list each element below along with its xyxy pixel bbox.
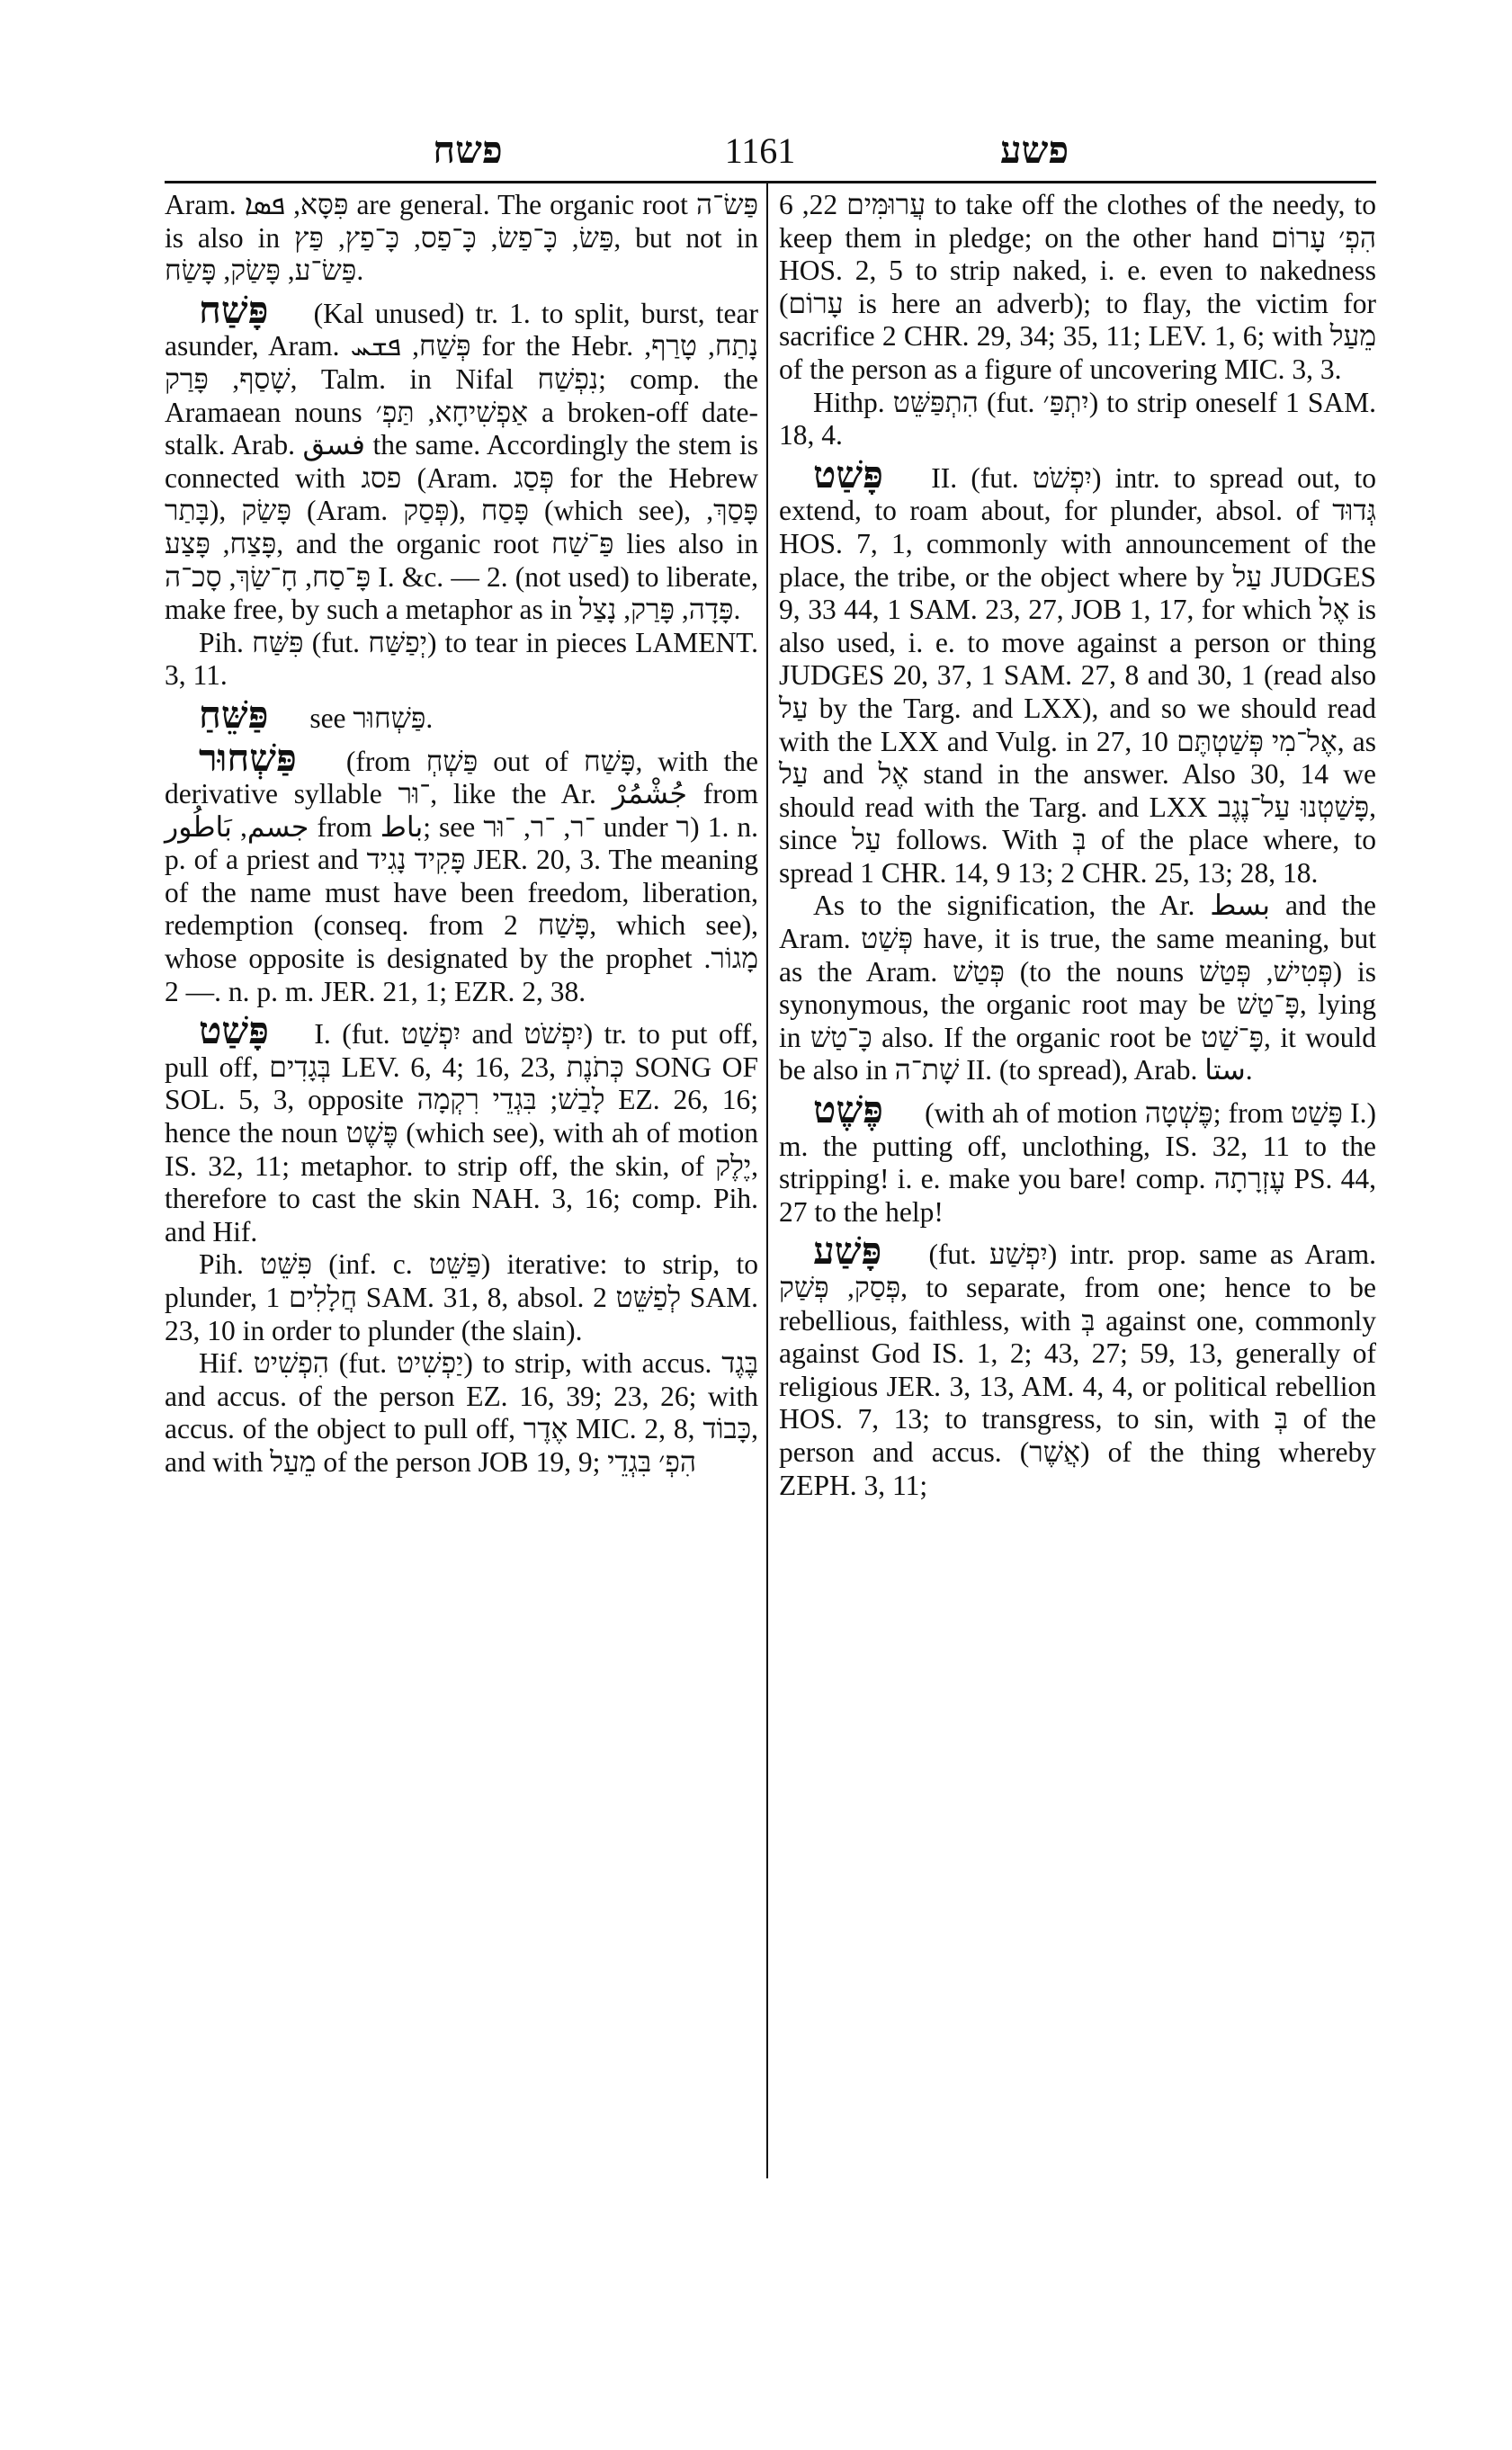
running-head-right-guide-word: פשע xyxy=(999,130,1069,172)
entry-subsection xyxy=(779,387,1376,452)
entry-text: As to the signification, the Ar. بسط and the Aram. פְּשַׁט have, it is true, the same meaning, but as the Aram. פְּטַשׁ (to the nouns פְּטִישׁ, פְּטַשׁ) is synonymous, the organic root may be פָּ־טַשׁ, lying in כָּ־טַשׁ also. If the organic root be פָּ־שַׁט, it would be also in שָׁת־ה II. (to spread), Arab. ستا. xyxy=(779,890,1376,1086)
header-rule xyxy=(165,181,1376,183)
headword: פַּשְׁחוּר xyxy=(199,738,297,780)
entry-text: see פַּשְׁחוּר. xyxy=(309,702,434,734)
entry-subsection xyxy=(165,627,758,693)
entry-continuation xyxy=(779,189,1376,387)
entry-subsection xyxy=(165,1347,758,1479)
headword: פָּשַׁט xyxy=(199,1011,269,1053)
entry-subsection xyxy=(779,890,1376,1087)
entry-text: Pih. פִּשֵּׁט (inf. c. פַּשֵּׁט) iterative: to strip, to plunder, חֲלָלִים 1 SAM. 31, 8, absol. לְפַשֵּׁט 2 SAM. 23, 10 in order to plunder (the slain). xyxy=(165,1248,758,1346)
page-number: 1161 xyxy=(724,130,796,171)
headword: פָּשַׁח xyxy=(199,290,269,332)
entry-text: (Kal unused) tr. 1. to split, burst, tear asunder, Aram. פְּשַׁח, ܦܫܚ for the Hebr. נָתַח, טָרַף, שָׁסַף, פָּרַק, Talm. in Nifal נִפְשַׁח; comp. the Aramaean nouns אַפְשִׁיחָא, תַּפְ׳ a broken-off date-stalk. Arab. فسق the same. Accordingly the stem is connected with פסג (Aram. פְּסַג for the Hebrew בָּתַר), פָּשַׂק (Aram. פְּסַק), פָּסַח (which see), פָּסַךְ, פָּצַח, פָּצַע, and the organic root פַּ־שַׁח lies also in פָּ־סַח, חָ־שַׂךְ, סָכ־ה I. &c. — 2. (not used) to liberate, make free, by such a metaphor as in פָּדָה, פָּרַק, נָצַל. xyxy=(165,297,759,626)
entry-text: עֲרוּמִּים 22, 6 to take off the clothes of the needy, to keep them in pledge; on the other hand הִפְ׳ עָרוֹם HOS. 2, 5 to strip naked, i. e. even to nakedness (עָרוֹם is here an adverb); to flay, the victim for sacrifice 2 CHR. 29, 34; 35, 11; LEV. 1, 6; with מֵעַל of the person as a figure of uncovering MIC. 3, 3. xyxy=(779,189,1376,385)
entry-text: (from פַּשְׁחְ out of פָּשַׁח, with the derivative syllable ־וּר, like the Ar. جُشْمُرْ from جسم, بَاطُور from باط; see ־ר, ־ר, ־וּר under ר) 1. n. p. of a priest and פָּקִיד נָגִיד JER. 20, 3. The meaning of the name must have been freedom, liberation, redemption (conseq. from פָּשַׁח 2, which see), whose opposite is designated by the prophet מָגוֹר. — 2. n. p. m. JER. 21, 1; EZR. 2, 38. xyxy=(165,745,759,1007)
entry-text: (with ah of motion פֶּשְׁטָה; from פָּשַׁט I.) m. the putting off, unclothing, IS. 32, 11 to the stripping! i. e. make you bare! comp. עֶזְרָתָה PS. 44, 27 to the help! xyxy=(779,1097,1377,1228)
left-column xyxy=(165,189,758,1480)
dictionary-entry xyxy=(779,454,1377,890)
entry-text: II. (fut. יִפְשֹׁט) intr. to spread out, to extend, to roam about, for plunder, absol. of גְּדוּד HOS. 7, 1, commonly with announcement of the place, the tribe, or the object where by עַל JUDGES 9, 33 44, 1 SAM. 23, 27, JOB 1, 17, for which אֶל is also used, i. e. to move against a person or thing JUDGES 20, 37, 1 SAM. 27, 8 and 30, 1 (read also עַל by the Targ. and LXX), and so we should read with the LXX and Vulg. in 27, 10 אֶל־מִי פְּשַׁטְתֶּם, as עַל and אֶל stand in the answer. Also 30, 14 we should read with the Targ. and LXX פָּשַׁטְנוּ עַל־נֶגֶב, since עַל follows. With בְּ of the place where, to spread 1 CHR. 14, 9 13; 2 CHR. 25, 13; 28, 18. xyxy=(779,461,1377,889)
dictionary-entry xyxy=(779,1231,1377,1502)
entry-text: Hif. הִפְשִׁיט (fut. יַפְשִׁיט) to strip, with accus. בֶּגֶד and accus. of the person EZ. 16, 39; 23, 26; with accus. of the object to pull off, אֶדֶר MIC. 2, 8, כָּבוֹד, and with מֵעַל of the person JOB 19, 9; הִפְ׳ בִּגְדֵי xyxy=(165,1347,758,1478)
dictionary-entry xyxy=(165,1011,758,1248)
entry-continuation xyxy=(165,189,758,288)
dictionary-entry xyxy=(165,738,759,1009)
entry-text: Aram. פִּסָּא, ܦܣܐ are general. The organic root פַּשׂ־ה is also in פַּשׂ, כָּ־פַשׂ, כָּ־פַס, כָּ־פַץ, פַּץ, but not in פַּשׂ־ע, פָּשַׂק, פָּשַׂח. xyxy=(165,189,758,287)
right-column xyxy=(779,189,1376,1502)
entry-text: Hithp. הִתְפַּשֵּׁט (fut. יִתְפַּ׳) to strip oneself 1 SAM. 18, 4. xyxy=(779,386,1376,452)
dictionary-entry xyxy=(779,1090,1377,1229)
column-divider xyxy=(766,183,768,2178)
entry-text: Pih. פִּשַּׁח (fut. יְפַשַּׁח) to tear in pieces LAMENT. 3, 11. xyxy=(165,626,759,692)
entry-subsection xyxy=(165,1248,758,1347)
running-head-left-guide-word: פשח xyxy=(433,130,503,172)
headword: פָּשַׁט xyxy=(813,454,883,496)
headword: פַּשֵּׁחַ xyxy=(199,694,269,737)
entry-text: I. (fut. יִפְשַׁט and יִפְשֹׁט) tr. to put off, pull off, בְּגָדִים LEV. 6, 4; 16, 23, כְּתֹנֶת SONG OF SOL. 5, 3, opposite לָבַשׁ; בִּגְדֵי רִקְמָה EZ. 26, 16; hence the noun פֶּשֶׁט (which see), with ah of motion IS. 32, 11; metaphor. to strip off, the skin, of יֶלֶק, therefore to cast the skin NAH. 3, 16; comp. Pih. and Hif. xyxy=(165,1018,758,1247)
headword: פֶּשֶׁט xyxy=(813,1090,883,1132)
entry-text: (fut. יִפְשַׁע) intr. prop. same as Aram. פְּסַק, פְּשַׁק, to separate, from one; hence to be rebellious, faithless, with בְּ against one, commonly against God IS. 1, 2; 43, 27; 59, 13, generally of religious JER. 3, 13, AM. 4, 4, or political rebellion HOS. 7, 13; to transgress, to sin, with בְּ of the person and accus. (אֲשֶׁר) of the thing whereby ZEPH. 3, 11; xyxy=(779,1238,1377,1501)
dictionary-entry xyxy=(165,694,758,737)
headword: פָּשַׁע xyxy=(813,1231,882,1274)
dictionary-entry xyxy=(165,290,759,627)
